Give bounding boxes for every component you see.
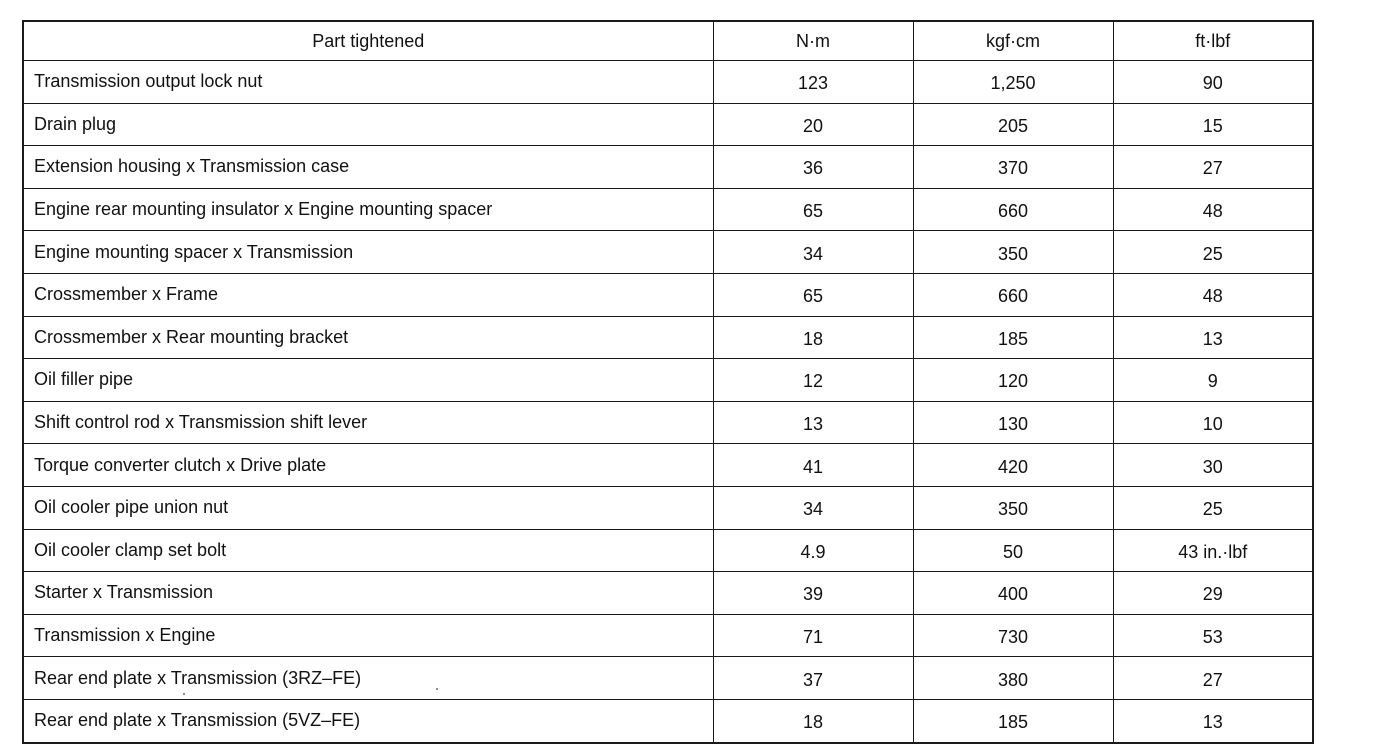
cell-ft-lbf: 27 xyxy=(1113,146,1313,189)
cell-nm: 36 xyxy=(713,146,913,189)
cell-kgf-cm: 185 xyxy=(913,316,1113,359)
cell-part: Shift control rod x Transmission shift lever xyxy=(23,401,713,444)
table-row xyxy=(23,444,1313,487)
cell-kgf-cm: 400 xyxy=(913,572,1113,615)
cell-part: Engine mounting spacer x Transmission xyxy=(23,231,713,274)
table-row xyxy=(23,273,1313,316)
cell-nm: 4.9 xyxy=(713,529,913,572)
cell-ft-lbf: 15 xyxy=(1113,103,1313,146)
scan-speck xyxy=(436,688,438,690)
header-row xyxy=(23,21,1313,61)
cell-nm: 34 xyxy=(713,231,913,274)
table-row xyxy=(23,529,1313,572)
table-row xyxy=(23,486,1313,529)
cell-kgf-cm: 370 xyxy=(913,146,1113,189)
cell-part: Drain plug xyxy=(23,103,713,146)
cell-kgf-cm: 120 xyxy=(913,359,1113,402)
table-row xyxy=(23,316,1313,359)
header-nm: N·m xyxy=(713,21,913,61)
cell-ft-lbf: 27 xyxy=(1113,657,1313,700)
cell-part: Rear end plate x Transmission (3RZ–FE) xyxy=(23,657,713,700)
cell-part: Rear end plate x Transmission (5VZ–FE) xyxy=(23,699,713,742)
cell-kgf-cm: 420 xyxy=(913,444,1113,487)
cell-part: Oil cooler clamp set bolt xyxy=(23,529,713,572)
cell-nm: 65 xyxy=(713,273,913,316)
cell-kgf-cm: 380 xyxy=(913,657,1113,700)
cell-part: Transmission x Engine xyxy=(23,614,713,657)
cell-part: Oil filler pipe xyxy=(23,359,713,402)
scan-speck xyxy=(183,693,185,695)
cell-part: Oil cooler pipe union nut xyxy=(23,486,713,529)
cell-ft-lbf: 13 xyxy=(1113,316,1313,359)
cell-ft-lbf: 43 in.·lbf xyxy=(1113,529,1313,572)
cell-kgf-cm: 730 xyxy=(913,614,1113,657)
table-row xyxy=(23,401,1313,444)
table-row xyxy=(23,359,1313,402)
table-row xyxy=(23,61,1313,104)
cell-nm: 34 xyxy=(713,486,913,529)
table-row xyxy=(23,146,1313,189)
header-ft-lbf: ft·lbf xyxy=(1113,21,1313,61)
cell-ft-lbf: 90 xyxy=(1113,61,1313,104)
table-row xyxy=(23,614,1313,657)
cell-ft-lbf: 29 xyxy=(1113,572,1313,615)
cell-nm: 18 xyxy=(713,699,913,742)
cell-nm: 65 xyxy=(713,188,913,231)
cell-nm: 39 xyxy=(713,572,913,615)
cell-nm: 123 xyxy=(713,61,913,104)
cell-ft-lbf: 25 xyxy=(1113,486,1313,529)
cell-kgf-cm: 205 xyxy=(913,103,1113,146)
cell-nm: 41 xyxy=(713,444,913,487)
cell-ft-lbf: 9 xyxy=(1113,359,1313,402)
cell-nm: 37 xyxy=(713,657,913,700)
cell-kgf-cm: 660 xyxy=(913,273,1113,316)
torque-spec-table xyxy=(22,20,1314,744)
cell-ft-lbf: 30 xyxy=(1113,444,1313,487)
cell-kgf-cm: 185 xyxy=(913,699,1113,742)
cell-nm: 18 xyxy=(713,316,913,359)
cell-nm: 13 xyxy=(713,401,913,444)
cell-kgf-cm: 1,250 xyxy=(913,61,1113,104)
cell-part: Torque converter clutch x Drive plate xyxy=(23,444,713,487)
cell-part: Engine rear mounting insulator x Engine mounting spacer xyxy=(23,188,713,231)
table-row xyxy=(23,103,1313,146)
header-kgf-cm: kgf·cm xyxy=(913,21,1113,61)
cell-part: Crossmember x Frame xyxy=(23,273,713,316)
cell-nm: 20 xyxy=(713,103,913,146)
cell-ft-lbf: 53 xyxy=(1113,614,1313,657)
cell-ft-lbf: 25 xyxy=(1113,231,1313,274)
cell-part: Transmission output lock nut xyxy=(23,61,713,104)
cell-ft-lbf: 13 xyxy=(1113,699,1313,742)
table-row xyxy=(23,699,1313,742)
table-row xyxy=(23,188,1313,231)
cell-kgf-cm: 130 xyxy=(913,401,1113,444)
cell-kgf-cm: 350 xyxy=(913,231,1113,274)
table-row xyxy=(23,231,1313,274)
cell-ft-lbf: 10 xyxy=(1113,401,1313,444)
cell-kgf-cm: 50 xyxy=(913,529,1113,572)
cell-kgf-cm: 350 xyxy=(913,486,1113,529)
cell-ft-lbf: 48 xyxy=(1113,273,1313,316)
cell-nm: 71 xyxy=(713,614,913,657)
cell-part: Starter x Transmission xyxy=(23,572,713,615)
table-body xyxy=(23,61,1313,743)
cell-part: Extension housing x Transmission case xyxy=(23,146,713,189)
cell-kgf-cm: 660 xyxy=(913,188,1113,231)
cell-ft-lbf: 48 xyxy=(1113,188,1313,231)
header-part-tightened: Part tightened xyxy=(23,21,713,61)
table-row xyxy=(23,657,1313,700)
table-row xyxy=(23,572,1313,615)
cell-nm: 12 xyxy=(713,359,913,402)
cell-part: Crossmember x Rear mounting bracket xyxy=(23,316,713,359)
table-header xyxy=(23,21,1313,61)
